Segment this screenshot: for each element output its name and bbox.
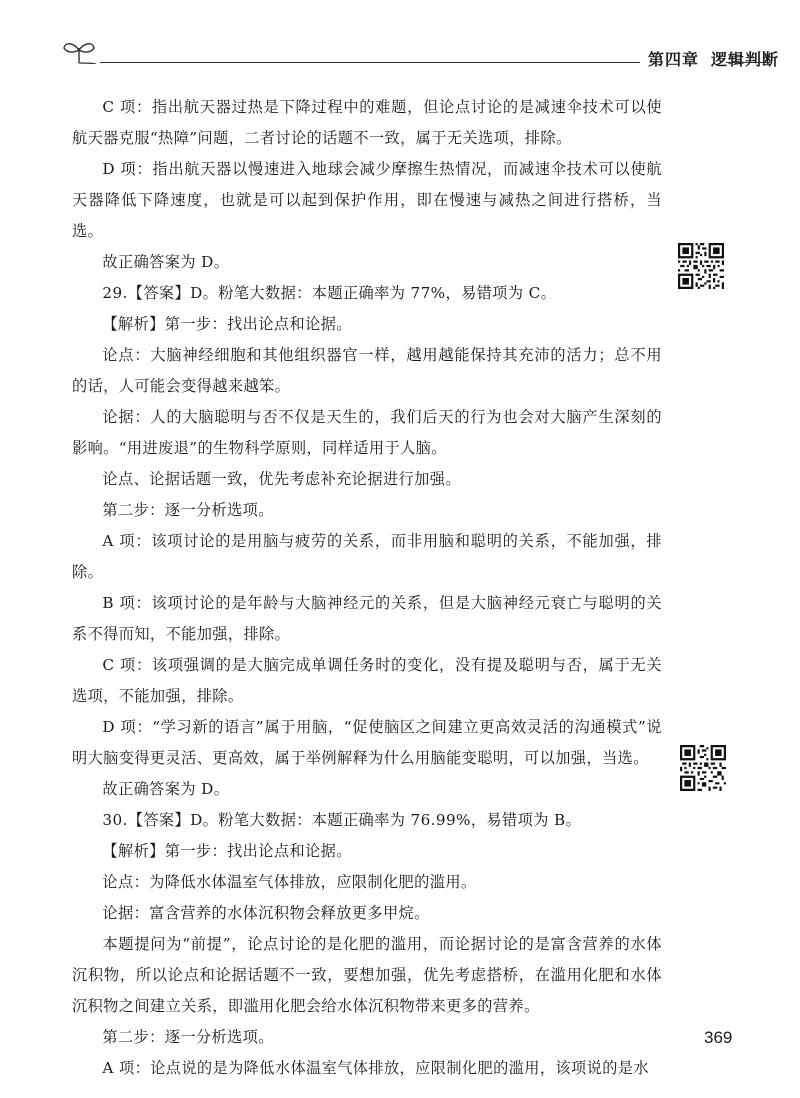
body-text — [72, 92, 662, 1084]
page-number: 369 — [704, 1028, 733, 1047]
paragraph: 故正确答案为 D。 — [102, 253, 230, 271]
paragraph: 论点、论据话题一致，优先考虑补充论据进行加强。 — [102, 470, 461, 488]
qr-code-icon[interactable] — [678, 243, 724, 289]
chapter-number: 第四章 — [648, 50, 700, 69]
paragraph: 第二步：逐一分析选项。 — [102, 1028, 274, 1046]
paragraph: C 项：指出航天器过热是下降过程中的难题，但论点讨论的是减速伞技术可以使航天器克服“热障”问题，二者讨论的话题不一致，属于无关选项，排除。 — [72, 98, 662, 147]
sprout-icon — [62, 38, 96, 64]
paragraph: B 项：该项讨论的是年龄与大脑神经元的关系，但是大脑神经元衰亡与聪明的关系不得而知，不能加强，排除。 — [72, 594, 662, 643]
header-rule-right — [726, 62, 770, 63]
paragraph: 故正确答案为 D。 — [102, 780, 230, 798]
section-title: 逻辑判断 — [711, 50, 780, 69]
answer-line: 30.【答案】D。粉笔大数据：本题正确率为 76.99%，易错项为 B。 — [102, 811, 582, 829]
chapter-heading — [648, 47, 779, 70]
paragraph: A 项：该项讨论的是用脑与疲劳的关系，而非用脑和聪明的关系，不能加强，排除。 — [72, 532, 662, 581]
paragraph: 论据：人的大脑聪明与否不仅是天生的，我们后天的行为也会对大脑产生深刻的影响。“用进废退”的生物科学原则，同样适用于人脑。 — [72, 408, 662, 457]
header-rule-left — [100, 62, 640, 63]
qr-code-icon[interactable] — [680, 745, 726, 791]
answer-line: 29.【答案】D。粉笔大数据：本题正确率为 77%，易错项为 C。 — [102, 284, 557, 302]
paragraph: 论点：大脑神经细胞和其他组织器官一样，越用越能保持其充沛的活力；总不用的话，人可能会变得越来越笨。 — [72, 346, 662, 395]
paragraph: 论据：富含营养的水体沉积物会释放更多甲烷。 — [102, 904, 430, 922]
running-header — [58, 36, 780, 72]
paragraph: 本题提问为“前提”，论点讨论的是化肥的滥用，而论据讨论的是富含营养的水体沉积物，所以论点和论据话题不一致，要想加强，优先考虑搭桥，在滥用化肥和水体沉积物之间建立关系，即滥用化肥会给水体沉积物带来更多的营养。 — [72, 935, 662, 1015]
paragraph: D 项：指出航天器以慢速进入地球会减少摩擦生热情况，而减速伞技术可以使航天器降低下降速度，也就是可以起到保护作用，即在慢速与减热之间进行搭桥，当选。 — [72, 160, 662, 240]
paragraph: C 项：该项强调的是大脑完成单调任务时的变化，没有提及聪明与否，属于无关选项，不能加强，排除。 — [72, 656, 662, 705]
paragraph: 【解析】第一步：找出论点和论据。 — [102, 842, 352, 860]
paragraph: 第二步：逐一分析选项。 — [102, 501, 274, 519]
paragraph: 【解析】第一步：找出论点和论据。 — [102, 315, 352, 333]
paragraph: A 项：论点说的是为降低水体温室气体排放，应限制化肥的滥用，该项说的是水 — [102, 1059, 649, 1077]
paragraph: D 项：“学习新的语言”属于用脑，“促使脑区之间建立更高效灵活的沟通模式”说明大脑变得更灵活、更高效，属于举例解释为什么用脑能变聪明，可以加强，当选。 — [72, 718, 662, 767]
paragraph: 论点：为降低水体温室气体排放，应限制化肥的滥用。 — [102, 873, 477, 891]
